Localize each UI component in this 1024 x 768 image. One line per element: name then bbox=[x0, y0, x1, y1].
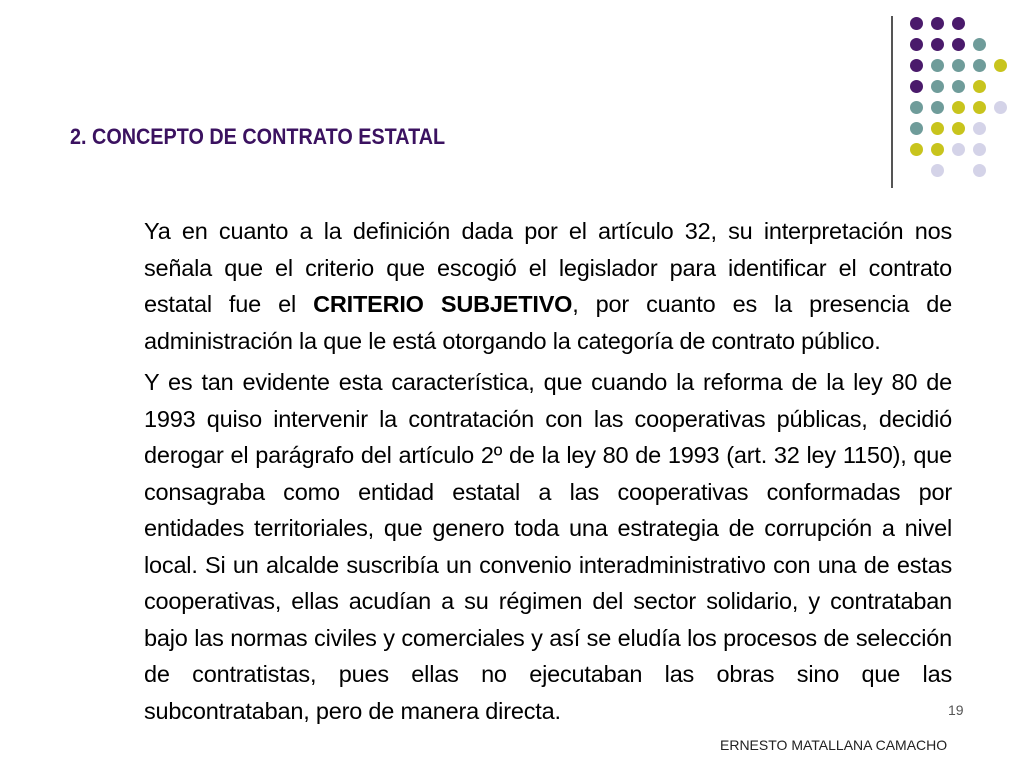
slide-title: 2. CONCEPTO DE CONTRATO ESTATAL bbox=[70, 124, 446, 149]
decorative-dot bbox=[931, 122, 944, 135]
decorative-dot bbox=[910, 38, 923, 51]
paragraph-definition bbox=[144, 213, 952, 359]
decorative-dot bbox=[973, 164, 986, 177]
decorative-dot bbox=[952, 143, 965, 156]
decorative-dot bbox=[910, 122, 923, 135]
decorative-dot bbox=[931, 143, 944, 156]
decorative-dot-pattern bbox=[0, 0, 1024, 200]
decorative-dot bbox=[952, 38, 965, 51]
decorative-dot bbox=[994, 101, 1007, 114]
decorative-dot bbox=[910, 59, 923, 72]
decorative-dot bbox=[973, 80, 986, 93]
decorative-dot bbox=[910, 80, 923, 93]
decorative-dot bbox=[910, 143, 923, 156]
paragraph-definition-text-end: , por cuanto es la presencia de administración la que le está otorgando la categoría de contrato público. bbox=[144, 291, 952, 354]
decorative-dot bbox=[931, 59, 944, 72]
decorative-dot bbox=[973, 38, 986, 51]
decorative-dot bbox=[952, 59, 965, 72]
decorative-dot bbox=[973, 143, 986, 156]
criterio-subjetivo-emphasis: CRITERIO SUBJETIVO bbox=[313, 291, 573, 317]
decorative-dot bbox=[910, 17, 923, 30]
decorative-dot bbox=[931, 80, 944, 93]
footer-author: ERNESTO MATALLANA CAMACHO bbox=[720, 737, 948, 753]
decorative-dot bbox=[973, 59, 986, 72]
paragraph-definition-text-start: Ya en cuanto a la definición dada por el artículo 32, su interpretación nos señala que el criterio que escogió el legislador para identificar el contrato estatal fue el bbox=[144, 218, 952, 317]
decorative-dot bbox=[952, 122, 965, 135]
decorative-dot bbox=[931, 164, 944, 177]
decorative-dot bbox=[952, 17, 965, 30]
decorative-dot bbox=[931, 101, 944, 114]
decorative-dot bbox=[994, 59, 1007, 72]
decorative-dot bbox=[952, 101, 965, 114]
decorative-dot bbox=[952, 80, 965, 93]
decorative-dot bbox=[931, 38, 944, 51]
decorative-dot bbox=[973, 101, 986, 114]
paragraph-cooperativas: Y es tan evidente esta característica, que cuando la reforma de la ley 80 de 1993 quiso intervenir la contratación con las cooperativas públicas, decidió derogar el parágrafo del artículo 2º de la ley 80 de 1993 (art. 32 ley 1150), que consagraba como entidad estatal a las cooperativas conformadas por entidades territoriales, que genero toda una estrategia de corrupción a nivel local. Si un alcalde suscribía un convenio interadministrativo con una de estas cooperativas, ellas acudían a su régimen del sector solidario, y contrataban bajo las normas civiles y comerciales y así se eludía los procesos de selección de contratistas, pues ellas no ejecutaban las obras sino que las subcontrataban, pero de manera directa. bbox=[144, 369, 952, 724]
decorative-dot bbox=[973, 122, 986, 135]
vertical-divider bbox=[891, 16, 893, 188]
page-number: 19 bbox=[948, 702, 964, 718]
decorative-dot bbox=[910, 101, 923, 114]
decorative-dot bbox=[931, 17, 944, 30]
